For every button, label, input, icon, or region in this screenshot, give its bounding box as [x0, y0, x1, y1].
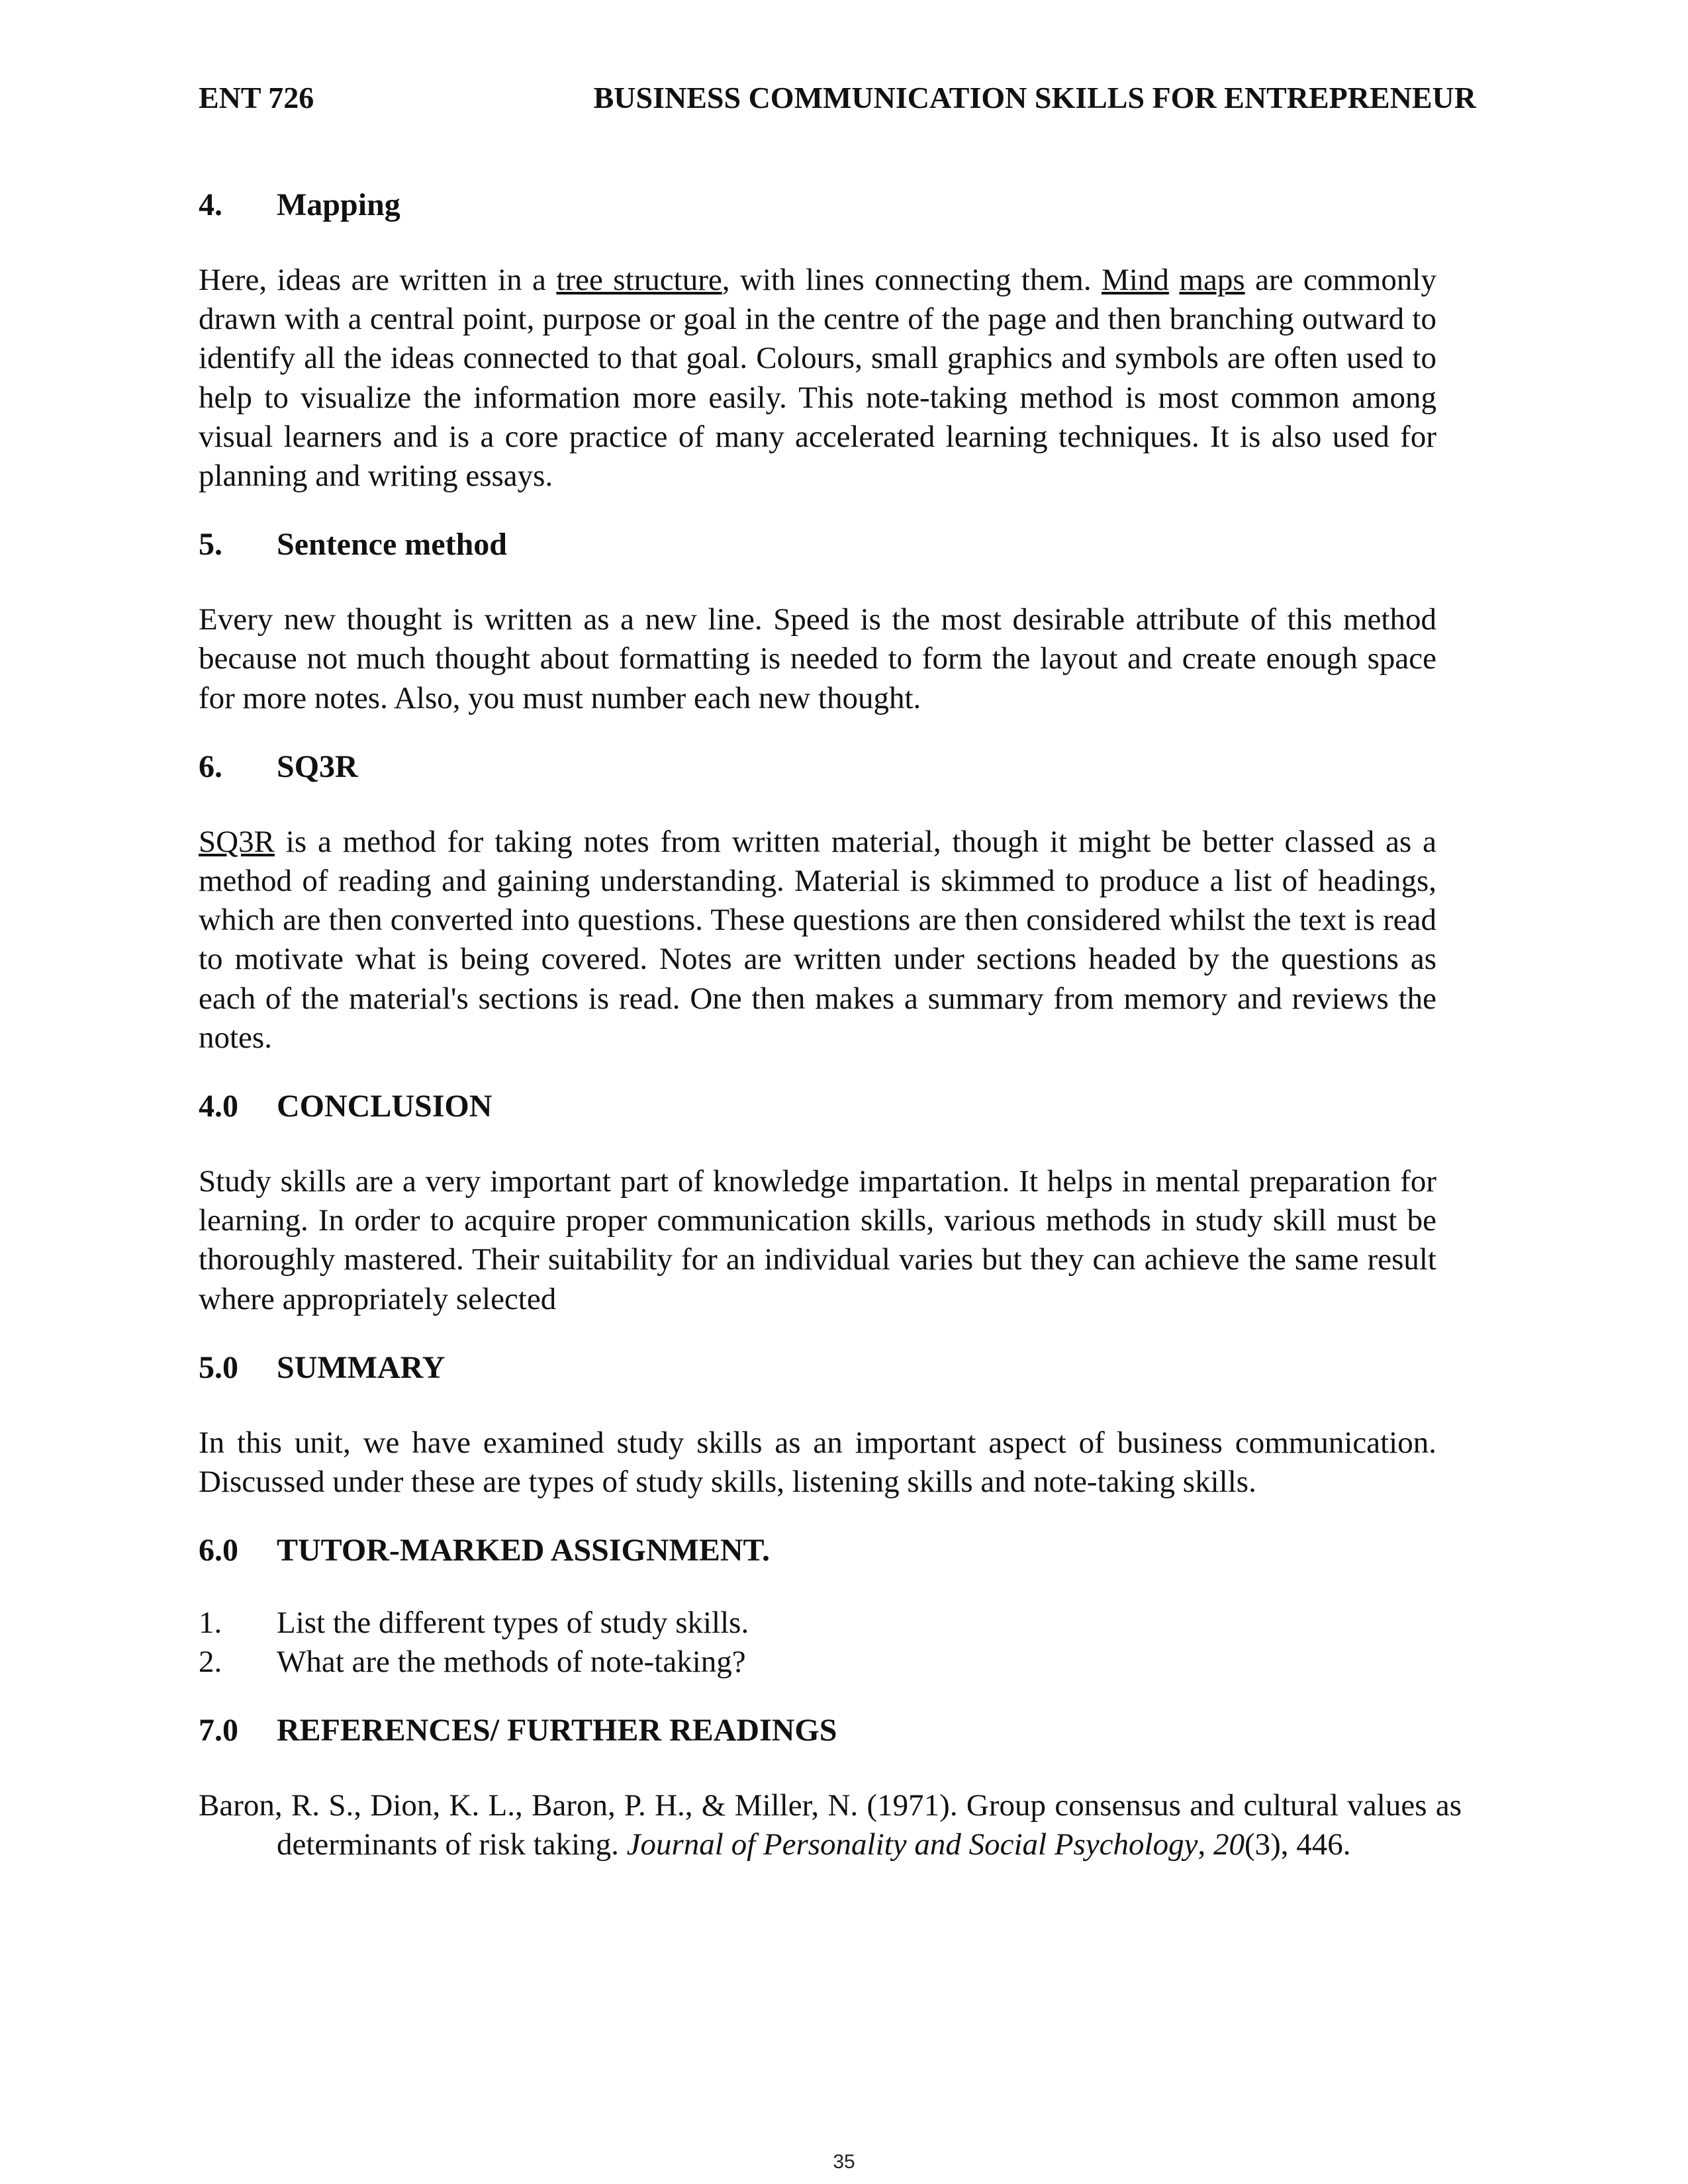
list-item-text: List the different types of study skills.: [277, 1606, 749, 1641]
text-run: , with lines connecting them.: [722, 263, 1102, 297]
section-title: CONCLUSION: [277, 1089, 492, 1124]
section-number: 7.0: [199, 1713, 238, 1749]
course-code: ENT 726: [199, 81, 314, 114]
reference-entry: [199, 1786, 1462, 1864]
section-title: SQ3R: [277, 749, 358, 784]
sq3r-paragraph: [199, 823, 1436, 1058]
section-heading-mapping: [199, 185, 1436, 225]
link-mind[interactable]: Mind: [1102, 263, 1169, 297]
section-title: TUTOR-MARKED ASSIGNMENT.: [277, 1533, 770, 1569]
section-heading-references: [199, 1711, 1436, 1751]
summary-paragraph: In this unit, we have examined study skills as an important aspect of business communication. Discussed under these are types of study skills, listening skills and note-taking skills.: [199, 1425, 1436, 1500]
list-item-number: 1.: [199, 1606, 222, 1641]
text-run: ,: [1197, 1827, 1213, 1862]
reference-journal: Journal of Personality and Social Psychology: [626, 1827, 1198, 1862]
section-heading-conclusion: [199, 1087, 1436, 1126]
reference-authors: Baron, R. S., Dion, K. L., Baron, P. H., & Miller, N. (1971). Group consensus and cultural values as determinants of risk taking.: [199, 1788, 1462, 1862]
reference-issue-pages: (3), 446.: [1244, 1827, 1351, 1862]
link-tree-structure[interactable]: tree structure: [556, 263, 722, 297]
section-number: 6.0: [199, 1533, 238, 1569]
reference-volume: 20: [1213, 1827, 1244, 1862]
section-title: SUMMARY: [277, 1349, 445, 1385]
section-title: Mapping: [277, 187, 400, 222]
list-item-text: What are the methods of note-taking?: [277, 1645, 746, 1680]
sentence-method-paragraph: Every new thought is written as a new line. Speed is the most desirable attribute of this method because not much thought about formatting is needed to form the layout and create enough space for more notes. Also, you must number each new thought.: [199, 602, 1436, 715]
section-number: 6.: [199, 749, 222, 784]
page-number: 35: [833, 2151, 855, 2173]
text-run: [1169, 263, 1179, 297]
section-heading-tma: [199, 1531, 1436, 1570]
section-title: Sentence method: [277, 527, 507, 563]
page-content: [199, 185, 1462, 1865]
text-run: are commonly drawn with a central point, purpose or goal in the centre of the page and then branching outward to identify all the ideas connected to that goal. Colours, small graphics and symbols are often used to help to visualize the information more easily. This note-taking method is most common among visual learners and is a core practice of many accelerated learning techniques. It is also used for planning and writing essays.: [199, 263, 1436, 494]
mapping-paragraph: [199, 261, 1436, 496]
link-sq3r[interactable]: SQ3R: [199, 824, 275, 859]
section-title: REFERENCES/ FURTHER READINGS: [277, 1713, 837, 1749]
list-item-number: 2.: [199, 1645, 222, 1680]
list-item: [199, 1643, 1436, 1682]
section-number: 5.0: [199, 1349, 238, 1385]
conclusion-paragraph: Study skills are a very important part of knowledge impartation. It helps in mental preparation for learning. In order to acquire proper communication skills, various methods in study skill must be thoroughly mastered. Their suitability for an individual varies but they can achieve the same result where appropriately selected: [199, 1164, 1436, 1316]
course-title: BUSINESS COMMUNICATION SKILLS FOR ENTREPRENEUR: [593, 81, 1476, 114]
section-number: 4.0: [199, 1089, 238, 1124]
list-item: [199, 1604, 1436, 1643]
section-heading-sq3r: [199, 747, 1436, 787]
assignment-list: [199, 1604, 1436, 1682]
text-run: Here, ideas are written in a: [199, 263, 557, 297]
section-heading-sentence-method: [199, 525, 1436, 565]
link-maps[interactable]: maps: [1179, 263, 1245, 297]
section-number: 4.: [199, 187, 222, 222]
section-number: 5.: [199, 527, 222, 563]
text-run: is a method for taking notes from written material, though it might be better classed as a method of reading and gaining understanding. Material is skimmed to produce a list of headings, which are then converted into questions. These questions are then considered whilst the text is read to motivate what is being covered. Notes are written under sections headed by the questions as each of the material's sections is read. One then makes a summary from memory and reviews the notes.: [199, 824, 1436, 1055]
section-heading-summary: [199, 1348, 1436, 1388]
